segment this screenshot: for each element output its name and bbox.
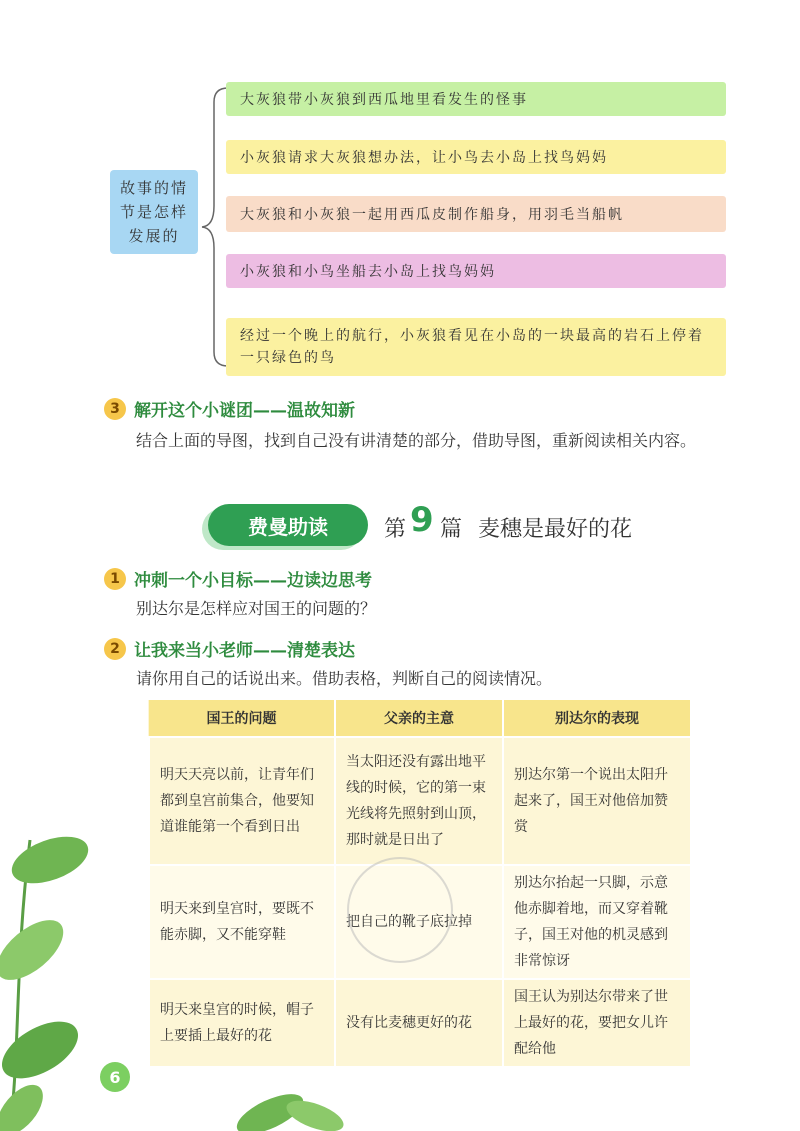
step-number-badge: 2 (104, 638, 126, 660)
table-cell: 别达尔第一个说出太阳升起来了，国王对他倍加赞赏 (503, 737, 691, 865)
stamp-watermark-icon (330, 850, 470, 970)
table-row (149, 979, 691, 1067)
table-cell: 别达尔抬起一只脚，示意他赤脚着地，而又穿着靴子，国王对他的机灵感到非常惊讶 (503, 865, 691, 979)
mindmap-node-5: 经过一个晚上的航行，小灰狼看见在小岛的一块最高的岩石上停着一只绿色的鸟 (226, 318, 726, 376)
mindmap-node-4: 小灰狼和小鸟坐船去小岛上找鸟妈妈 (226, 254, 726, 288)
mindmap-node-3: 大灰狼和小灰狼一起用西瓜皮制作船身，用羽毛当船帆 (226, 196, 726, 232)
step-number-badge: 1 (104, 568, 126, 590)
chapter-suffix: 篇 (440, 517, 463, 542)
mindmap-node-2: 小灰狼请求大灰狼想办法，让小鸟去小岛上找鸟妈妈 (226, 140, 726, 174)
section-3-heading (104, 396, 355, 421)
leaf-decoration-icon (230, 1076, 350, 1131)
step-2-title: 让我来当小老师——清楚表达 (134, 641, 355, 661)
column-header: 别达尔的表现 (503, 700, 691, 737)
step-number-badge: 3 (104, 398, 126, 420)
reading-badge: 费曼助读 (208, 504, 368, 546)
chapter-prefix: 第 (384, 517, 407, 542)
table-cell: 没有比麦穗更好的花 (335, 979, 503, 1067)
step-2-heading (104, 636, 355, 661)
table-cell: 把自己的靴子底拉掉 (335, 865, 503, 979)
table-cell: 当太阳还没有露出地平线的时候，它的第一束光线将先照射到山顶，那时就是日出了 (335, 737, 503, 865)
step-1-text: 别达尔是怎样应对国王的问题的？ (136, 599, 377, 618)
section-3-title: 解开这个小谜团——温故知新 (134, 401, 355, 421)
table-cell: 明天天亮以前，让青年们都到皇宫前集合，他要知道谁能第一个看到日出 (149, 737, 335, 865)
table-header-row (149, 700, 691, 737)
column-header: 父亲的主意 (335, 700, 503, 737)
mindmap-node-1: 大灰狼带小灰狼到西瓜地里看发生的怪事 (226, 82, 726, 116)
step-2-text: 请你用自己的话说出来。借助表格，判断自己的阅读情况。 (136, 669, 553, 688)
chapter-title: 麦穗是最好的花 (478, 517, 633, 542)
page-number: 6 (100, 1062, 130, 1092)
column-header: 国王的问题 (149, 700, 335, 737)
table-cell: 国王认为别达尔带来了世上最好的花，要把女儿许配给他 (503, 979, 691, 1067)
section-3-text: 结合上面的导图，找到自己没有讲清楚的部分，借助导图，重新阅读相关内容。 (136, 431, 697, 450)
mindmap-root: 故事的情节是怎样发展的 (110, 170, 198, 254)
step-1-title: 冲刺一个小目标——边读边思考 (134, 571, 372, 591)
step-1-heading (104, 566, 372, 591)
chapter-number: 9 (410, 500, 434, 540)
table-cell: 明天来皇宫的时候，帽子上要插上最好的花 (149, 979, 335, 1067)
table-cell: 明天来到皇宫时，要既不能赤脚，又不能穿鞋 (149, 865, 335, 979)
table-row (149, 737, 691, 865)
